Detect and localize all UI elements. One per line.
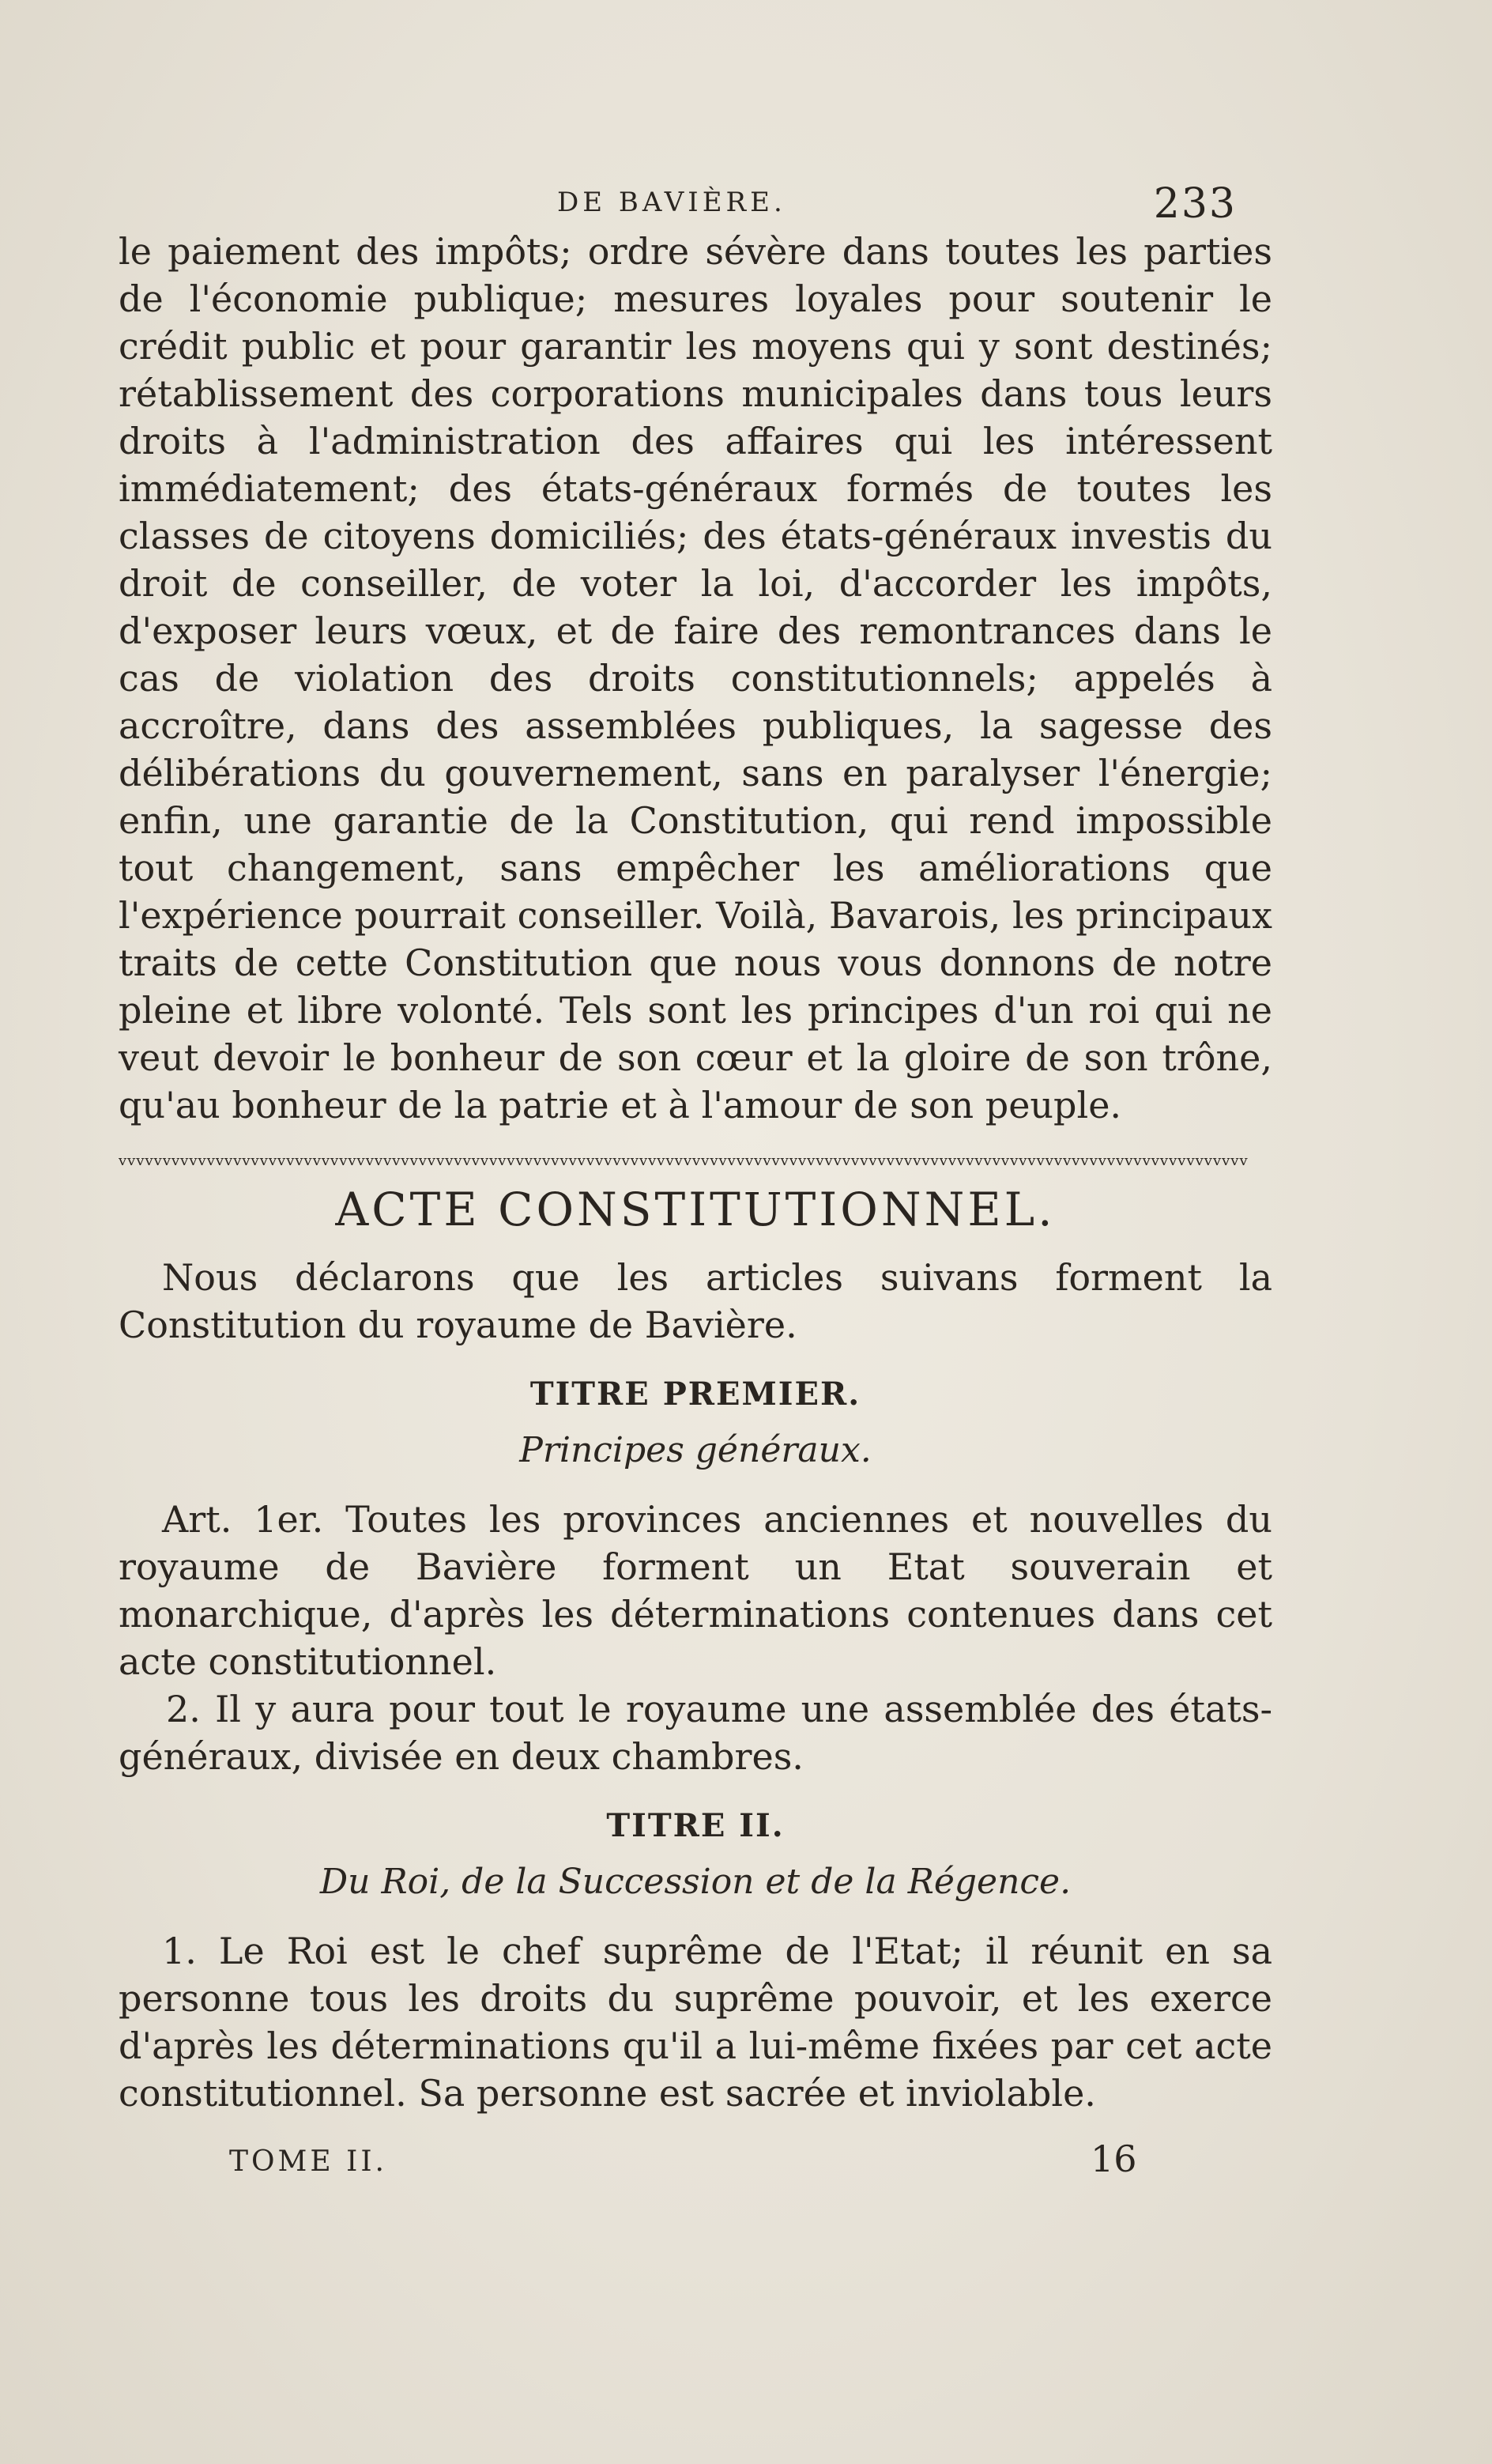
titre-ii-heading: TITRE II.: [606, 1807, 785, 1844]
article-2: 2. Il y aura pour tout le royaume une assemblée des états-généraux, divisée en deux chambres.: [119, 1688, 1272, 1778]
titre-premier-heading: TITRE PREMIER.: [529, 1375, 861, 1413]
ornamental-divider: vvvvvvvvvvvvvvvvvvvvvvvvvvvvvvvvvvvvvvvvvvvvvvvvvvvvvvvvvvvvvvvvvvvvvvvvvvvvvvvvvvvvvvvvvvvvvvvvvvvvvvvvvvvvvvvvvvvvvvvvvvvvvvvv: [119, 1156, 1249, 1167]
act-intro-paragraph: Nous déclarons que les articles suivans forment la Constitution du royaume de Bavière.: [119, 1256, 1272, 1346]
titre-ii-subtitle: Du Roi, de la Succession et de la Régence.: [319, 1862, 1072, 1902]
preamble: [119, 228, 1272, 1129]
act-title: ACTE CONSTITUTIONNEL.: [335, 1183, 1056, 1236]
running-head-title: DE BAVIÈRE.: [557, 187, 786, 218]
titre-premier-subtitle: Principes généraux.: [519, 1430, 872, 1470]
page-content: [119, 180, 1272, 2185]
titre-premier-articles: [119, 1496, 1272, 1780]
act-intro: [119, 1254, 1272, 1349]
article-1: Art. 1er. Toutes les provinces anciennes et nouvelles du royaume de Bavière forment un Etat souverain et monarchique, d'après les déterminations contenues dans cet acte constitutionnel.: [119, 1498, 1272, 1683]
signature-mark: TOME II.: [229, 2145, 387, 2178]
sheet-number: 16: [1091, 2138, 1137, 2180]
titre-ii-articles: [119, 1927, 1272, 2117]
preamble-paragraph: le paiement des impôts; ordre sévère dans toutes les parties de l'économie publique; mesures loyales pour soutenir le crédit public et pour garantir les moyens qui y sont destinés; rétablissement des corporations municipales dans tous leurs droits à l'administration des affaires qui les intéressent immédiatement; des états-généraux formés de toutes les classes de citoyens domiciliés; des états-généraux investis du droit de conseiller, de voter la loi, d'accorder les impôts, d'exposer leurs vœux, et de faire des remontrances dans le cas de violation des droits constitutionnels; appelés à accroître, dans des assemblées publiques, la sagesse des délibérations du gouvernement, sans en paralyser l'énergie; enfin, une garantie de la Constitution, qui rend impossible tout changement, sans empêcher les améliorations que l'expérience pourrait conseiller. Voilà, Bavarois, les principaux traits de cette Constitution que nous vous donnons de notre pleine et libre volonté. Tels sont les principes d'un roi qui ne veut devoir le bonheur de son cœur et la gloire de son trône, qu'au bonheur de la patrie et à l'amour de son peuple.: [119, 230, 1272, 1126]
page-number: 233: [1153, 180, 1237, 228]
page-footer: [119, 2138, 1272, 2185]
running-head: [119, 180, 1272, 228]
titre-ii-article-1: 1. Le Roi est le chef suprême de l'Etat; il réunit en sa personne tous les droits du suprême pouvoir, et les exerce d'après les déterminations qu'il a lui-même fixées par cet acte constitutionnel. Sa personne est sacrée et inviolable.: [119, 1930, 1272, 2115]
